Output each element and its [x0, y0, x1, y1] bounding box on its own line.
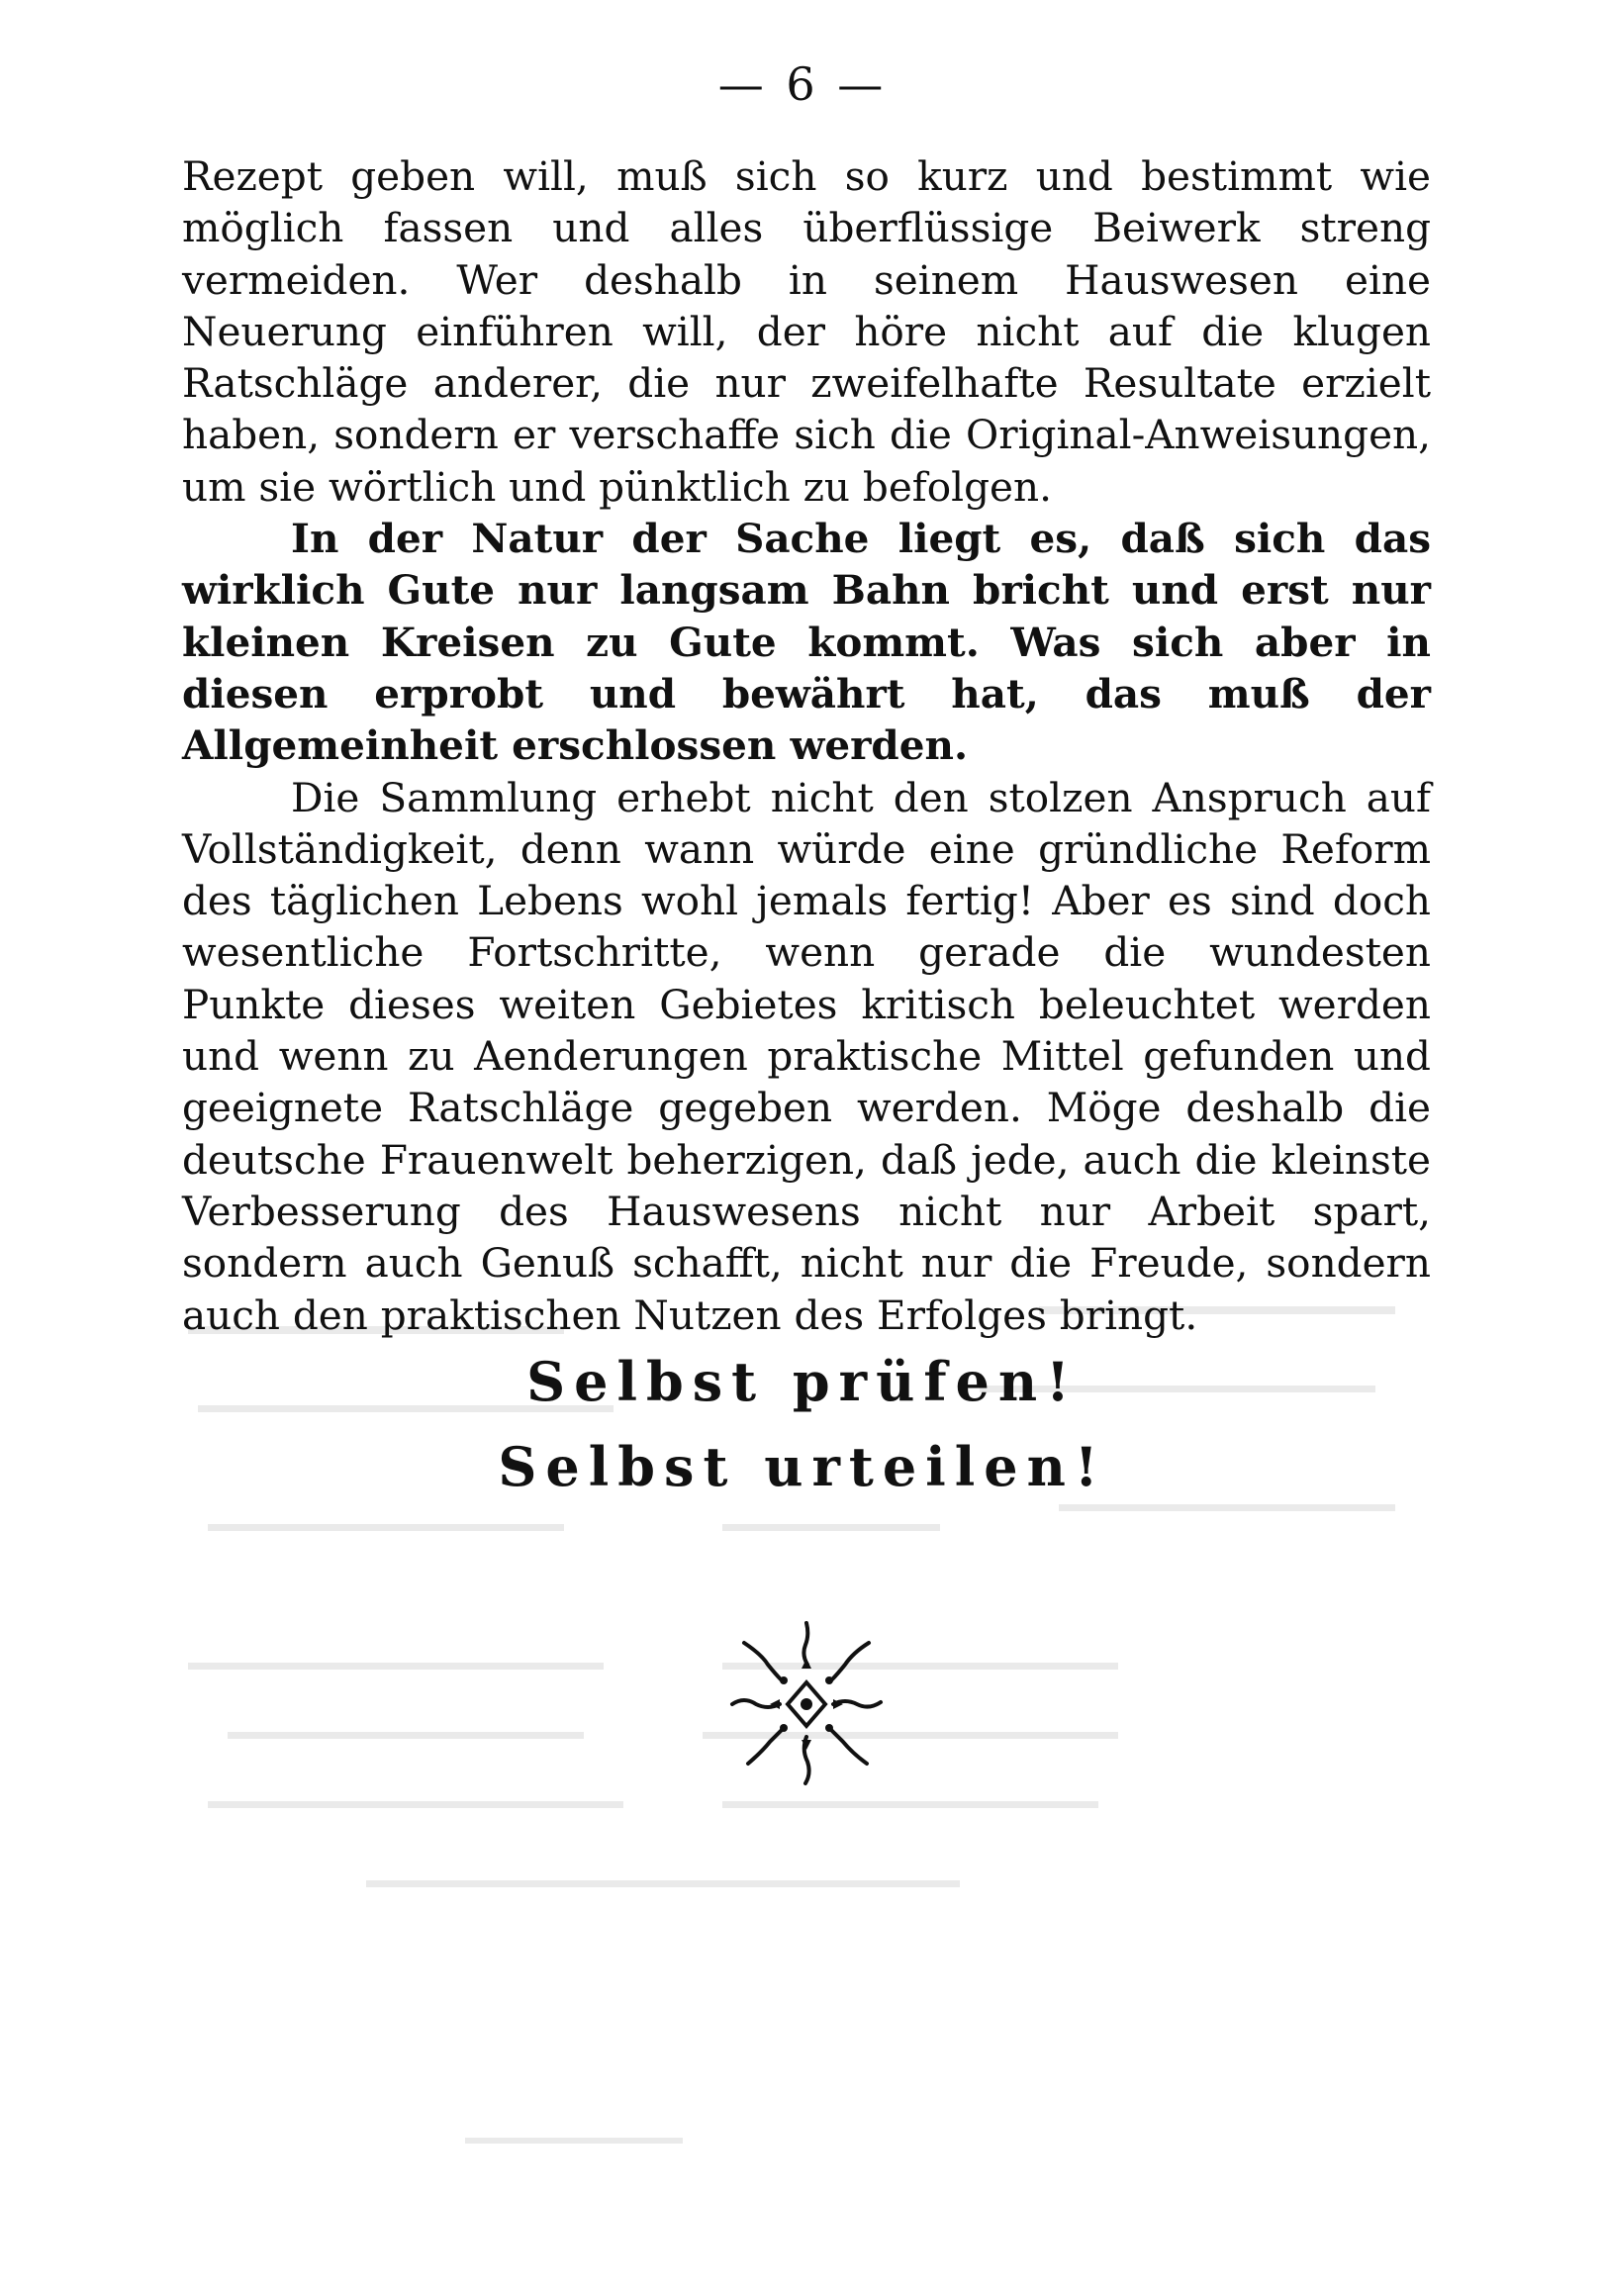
motto-line-1: Selbst prüfen!	[526, 1350, 1079, 1413]
asterisk-flourish-icon	[722, 1613, 891, 1791]
motto-line-2: Selbst urteilen!	[498, 1435, 1107, 1498]
paragraph-nature: In der Natur der Sache liegt es, daß sich das wirklich Gute nur langsam Bahn bricht und erst nur kleinen Kreisen zu Gute kommt. Was sich aber in diesen erprobt und bewährt hat, das muß der Allgemeinheit erschlossen werden.	[182, 515, 1431, 770]
page-number: — 6 —	[717, 57, 888, 111]
paragraph-collection: Die Sammlung erhebt nicht den stolzen Anspruch auf Vollständigkeit, denn wann würde eine gründliche Reform des täglichen Lebens wohl jemals fertig! Aber es sind doch wesentliche Fortschritte, wenn gerade die wundesten Punkte dieses weiten Gebietes kritisch beleuchtet werden und wenn zu Aenderungen praktische Mittel gefunden und geeignete Ratschläge gegeben werden. Möge deshalb die deutsche Frauenwelt beherzigen, daß jede, auch die kleinste Verbesserung des Hauswesens nicht nur Arbeit spart, sondern auch Genuß schafft, nicht nur die Freude, sondern auch den praktischen Nutzen des Erfolges bringt.	[182, 773, 1431, 1339]
body-text	[182, 150, 1431, 1341]
paragraph-intro: Rezept geben will, muß sich so kurz und bestimmt wie möglich fassen und alles überflüssige Beiwerk streng vermeiden. Wer deshalb in seinem Hauswesen eine Neuerung einführen will, der höre nicht auf die klugen Ratschläge anderer, die nur zweifelhafte Resultate erzielt haben, sondern er verschaffe sich die Original-Anweisungen, um sie wörtlich und pünktlich zu befolgen.	[182, 152, 1431, 511]
